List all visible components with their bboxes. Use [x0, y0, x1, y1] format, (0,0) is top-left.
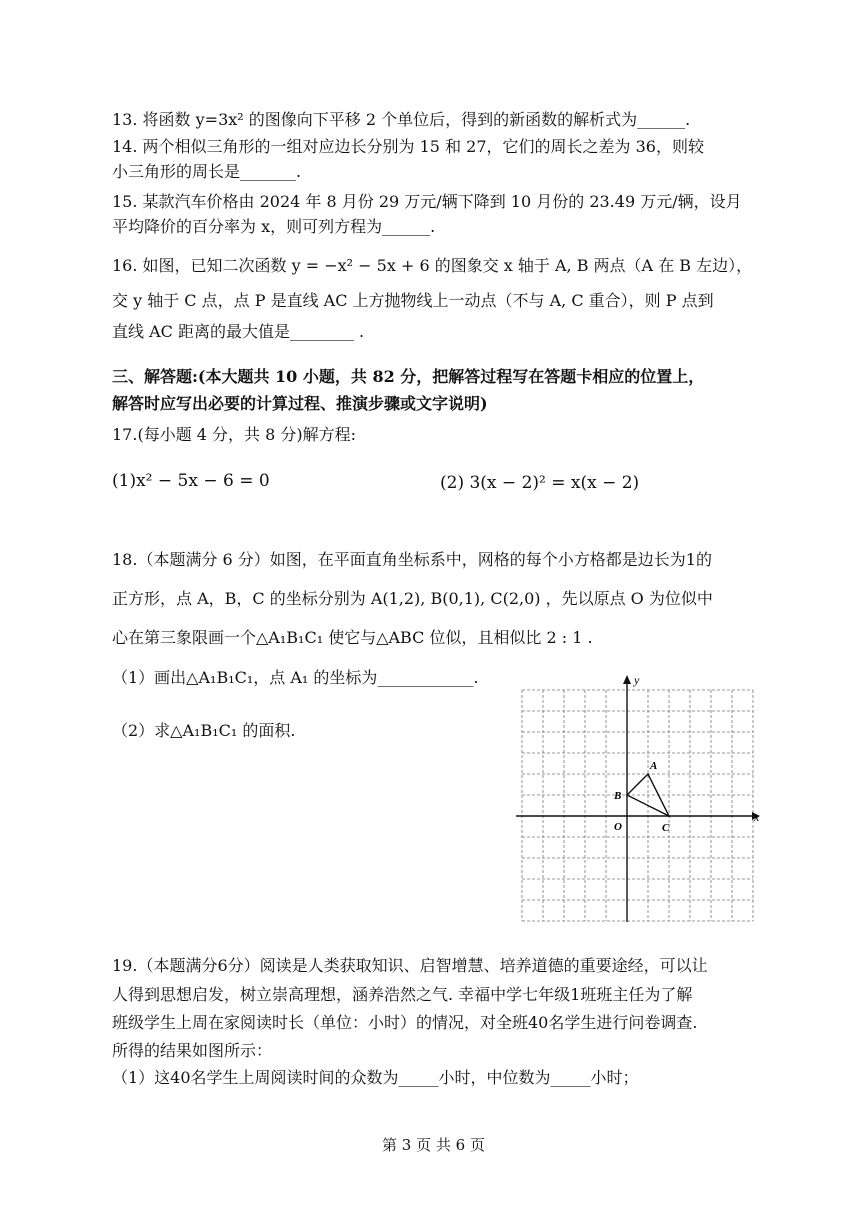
coordinate-grid-svg [512, 672, 767, 924]
question-18-part-1: （1）画出△A₁B₁C₁，点 A₁ 的坐标为____________. [112, 668, 479, 687]
question-18-line3: 心在第三象限画一个△A₁B₁C₁ 使它与△ABC 位似，且相似比 2 : 1 . [112, 628, 593, 647]
question-16-line2: 交 y 轴于 C 点，点 P 是直线 AC 上方抛物线上一动点（不与 A, C 重合），则 P 点到 [112, 291, 714, 310]
coordinate-grid-figure [512, 672, 767, 924]
question-15-line2: 平均降价的百分率为 x，则可列方程为______. [112, 217, 436, 236]
question-19-line4: 所得的结果如图所示： [112, 1041, 273, 1060]
point-a-label: A [650, 760, 658, 772]
question-18-line2: 正方形，点 A，B，C 的坐标分别为 A(1,2), B(0,1), C(2,0) ，先以原点 O 为位似中 [112, 589, 713, 608]
question-17-equation-2: (2) 3(x − 2)² = x(x − 2) [440, 473, 640, 493]
question-14-line1: 14. 两个相似三角形的一组对应边长分别为 15 和 27，它们的周长之差为 36，则较 [112, 137, 704, 156]
origin-label: O [614, 821, 622, 833]
section-3-heading-line2: 解答时应写出必要的计算过程、推演步骤或文字说明) [112, 394, 488, 413]
grid-lines [522, 690, 753, 921]
question-19-line2: 人得到思想启发，树立崇高理想，涵养浩然之气. 幸福中学七年级1班班主任为了解 [112, 985, 693, 1004]
question-18-part-2: （2）求△A₁B₁C₁ 的面积. [112, 721, 296, 740]
question-19-part-1: （1）这40名学生上周阅读时间的众数为_____小时，中位数为_____小时； [112, 1068, 639, 1087]
point-c-label: C [662, 822, 670, 834]
question-15-line1: 15. 某款汽车价格由 2024 年 8 月份 29 万元/辆下降到 10 月份的 23.49 万元/辆，设月 [112, 192, 742, 211]
question-16-line3: 直线 AC 距离的最大值是________ . [112, 322, 365, 341]
section-3-heading-line1: 三、解答题:(本大题共 10 小题，共 82 分，把解答过程写在答题卡相应的位置上， [112, 367, 705, 386]
question-14-line2: 小三角形的周长是_______. [112, 162, 302, 181]
question-16-line1: 16. 如图，已知二次函数 y = −x² − 5x + 6 的图象交 x 轴于 A, B 两点（A 在 B 左边）， [112, 256, 753, 275]
point-b-label: B [614, 790, 622, 802]
x-axis-label: x [754, 810, 760, 824]
page-footer: 第 3 页 共 6 页 [382, 1136, 485, 1154]
question-19-line1: 19.（本题满分6分）阅读是人类获取知识、启智增慧、培养道德的重要途经，可以让 [112, 956, 708, 975]
y-axis-arrow [623, 675, 631, 684]
question-13: 13. 将函数 y=3x² 的图像向下平移 2 个单位后，得到的新函数的解析式为______. [112, 110, 691, 129]
question-17-equation-1: (1)x² − 5x − 6 = 0 [112, 471, 270, 491]
question-19-line3: 班级学生上周在家阅读时长（单位：小时）的情况，对全班40名学生进行问卷调查. [112, 1013, 698, 1032]
question-18-line1: 18.（本题满分 6 分）如图，在平面直角坐标系中，网格的每个小方格都是边长为1的 [112, 550, 712, 569]
question-17-header: 17.(每小题 4 分，共 8 分)解方程: [112, 425, 357, 444]
y-axis-label: y [634, 673, 640, 687]
